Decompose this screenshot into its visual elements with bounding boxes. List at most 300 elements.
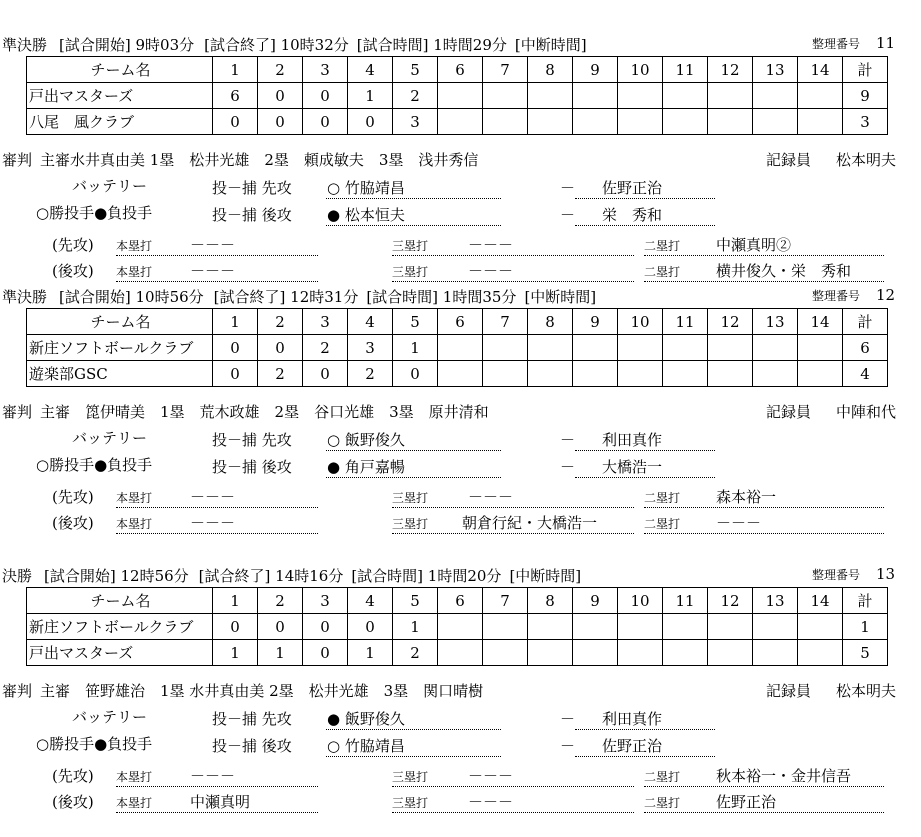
score-header-row bbox=[27, 57, 888, 83]
senkou-pitcher: ○ 飯野俊久 bbox=[327, 431, 405, 449]
team-name: 八尾 風クラブ bbox=[27, 109, 213, 135]
inning-score: 1 bbox=[348, 640, 393, 666]
inning-header: 9 bbox=[573, 309, 618, 335]
inning-header: 13 bbox=[753, 588, 798, 614]
seiri-number bbox=[812, 34, 895, 52]
entry-underline bbox=[326, 477, 501, 478]
triple-label: 三塁打 bbox=[392, 491, 429, 505]
entry-underline bbox=[644, 786, 884, 787]
team-row bbox=[27, 640, 888, 666]
team-name: 遊楽部GSC bbox=[27, 361, 213, 387]
inning-header: 12 bbox=[708, 57, 753, 83]
score-table bbox=[26, 308, 888, 387]
koukou-catcher: 大橋浩一 bbox=[602, 458, 663, 476]
inning-score bbox=[753, 83, 798, 109]
header-duration: [試合時間] 1時間35分 bbox=[366, 288, 517, 306]
team-total: 6 bbox=[843, 335, 888, 361]
inning-score bbox=[798, 361, 843, 387]
seiri-label: 整理番号 bbox=[812, 37, 861, 51]
inning-score bbox=[483, 83, 528, 109]
inning-score bbox=[483, 361, 528, 387]
inning-score: 0 bbox=[258, 614, 303, 640]
senkou-label: (先攻) bbox=[52, 767, 94, 785]
score-table bbox=[26, 56, 888, 135]
header-duration: [試合時間] 1時間29分 bbox=[356, 36, 507, 54]
senkou-catcher: 利田真作 bbox=[602, 431, 663, 449]
inning-score bbox=[438, 335, 483, 361]
entry-underline bbox=[392, 255, 634, 256]
seiri-number bbox=[812, 286, 895, 304]
inning-header: 11 bbox=[663, 309, 708, 335]
inning-score bbox=[483, 614, 528, 640]
inning-header: 2 bbox=[258, 588, 303, 614]
koukou-doubles: －－－ bbox=[716, 514, 762, 532]
team-total: 9 bbox=[843, 83, 888, 109]
inning-score: 0 bbox=[348, 109, 393, 135]
senkou-doubles: 中瀬真明② bbox=[716, 236, 792, 254]
home-run-label: 本塁打 bbox=[116, 796, 153, 810]
battery-label: バッテリー bbox=[72, 429, 148, 447]
game-header bbox=[2, 34, 587, 55]
entry-underline bbox=[575, 477, 715, 478]
team-name: 新庄ソフトボールクラブ bbox=[27, 614, 213, 640]
header-interrupt: [中断時間] bbox=[509, 567, 582, 585]
inning-score bbox=[663, 361, 708, 387]
inning-score: 0 bbox=[303, 83, 348, 109]
total-header: 計 bbox=[843, 309, 888, 335]
inning-score bbox=[753, 640, 798, 666]
entry-underline bbox=[575, 198, 715, 199]
team-total: 3 bbox=[843, 109, 888, 135]
seiri-label: 整理番号 bbox=[812, 568, 861, 582]
inning-score: 0 bbox=[303, 361, 348, 387]
inning-score: 0 bbox=[348, 614, 393, 640]
entry-underline bbox=[326, 756, 501, 757]
team-total: 4 bbox=[843, 361, 888, 387]
senkou-label: (先攻) bbox=[52, 488, 94, 506]
koukou-home-runs: －－－ bbox=[190, 514, 236, 532]
inning-score: 0 bbox=[258, 83, 303, 109]
battery-dash: － bbox=[560, 431, 576, 449]
inning-score bbox=[708, 335, 753, 361]
senkou-battery-label: 投－捕 先攻 bbox=[212, 431, 292, 449]
inning-header: 14 bbox=[798, 588, 843, 614]
inning-header: 10 bbox=[618, 588, 663, 614]
entry-underline bbox=[644, 255, 884, 256]
seiri-number bbox=[812, 565, 895, 583]
senkou-triples: －－－ bbox=[468, 767, 514, 785]
inning-score: 0 bbox=[213, 361, 258, 387]
senkou-catcher: 佐野正治 bbox=[602, 179, 663, 197]
entry-underline bbox=[326, 198, 501, 199]
recorder-name: 中陣和代 bbox=[836, 403, 897, 421]
entry-underline bbox=[116, 507, 318, 508]
inning-score bbox=[438, 640, 483, 666]
inning-header: 4 bbox=[348, 588, 393, 614]
game-header bbox=[2, 286, 596, 307]
inning-header: 8 bbox=[528, 588, 573, 614]
inning-header: 3 bbox=[303, 57, 348, 83]
inning-header: 3 bbox=[303, 588, 348, 614]
senkou-home-runs: －－－ bbox=[190, 236, 236, 254]
game-number: 12 bbox=[876, 286, 896, 304]
umpire-names: 主審 箆伊晴美 1塁 荒木政雄 2塁 谷口光雄 3塁 原井清和 bbox=[40, 403, 489, 421]
entry-underline bbox=[644, 507, 884, 508]
inning-score: 6 bbox=[213, 83, 258, 109]
header-duration: [試合時間] 1時間20分 bbox=[351, 567, 502, 585]
win-lose-label: ○勝投手●負投手 bbox=[36, 735, 153, 753]
inning-score: 1 bbox=[348, 83, 393, 109]
team-name: 戸出マスターズ bbox=[27, 83, 213, 109]
entry-underline bbox=[644, 281, 884, 282]
header-end: [試合終了] 12時31分 bbox=[213, 288, 359, 306]
senkou-label: (先攻) bbox=[52, 236, 94, 254]
double-label: 二塁打 bbox=[644, 491, 681, 505]
koukou-label: (後攻) bbox=[52, 793, 94, 811]
inning-score: 3 bbox=[393, 109, 438, 135]
battery-dash: － bbox=[560, 710, 576, 728]
umpire-label: 審判 bbox=[2, 682, 33, 700]
entry-underline bbox=[575, 756, 715, 757]
entry-underline bbox=[116, 812, 318, 813]
team-name: 新庄ソフトボールクラブ bbox=[27, 335, 213, 361]
inning-header: 6 bbox=[438, 588, 483, 614]
win-lose-label: ○勝投手●負投手 bbox=[36, 204, 153, 222]
koukou-home-runs: 中瀬真明 bbox=[190, 793, 251, 811]
home-run-label: 本塁打 bbox=[116, 491, 153, 505]
entry-underline bbox=[392, 812, 634, 813]
umpire-label: 審判 bbox=[2, 403, 33, 421]
triple-label: 三塁打 bbox=[392, 796, 429, 810]
entry-underline bbox=[326, 450, 501, 451]
recorder-label: 記録員 bbox=[766, 151, 812, 169]
double-label: 二塁打 bbox=[644, 770, 681, 784]
inning-score: 2 bbox=[393, 83, 438, 109]
inning-score: 3 bbox=[348, 335, 393, 361]
inning-score: 0 bbox=[303, 109, 348, 135]
double-label: 二塁打 bbox=[644, 517, 681, 531]
senkou-triples: －－－ bbox=[468, 488, 514, 506]
battery-label: バッテリー bbox=[72, 177, 148, 195]
inning-score: 2 bbox=[393, 640, 438, 666]
team-name-header: チーム名 bbox=[27, 588, 213, 614]
koukou-catcher: 栄 秀和 bbox=[602, 206, 663, 224]
inning-score: 1 bbox=[393, 335, 438, 361]
recorder-label: 記録員 bbox=[766, 403, 812, 421]
inning-header: 5 bbox=[393, 57, 438, 83]
total-header: 計 bbox=[843, 57, 888, 83]
battery-dash: － bbox=[560, 179, 576, 197]
koukou-catcher: 佐野正治 bbox=[602, 737, 663, 755]
koukou-label: (後攻) bbox=[52, 262, 94, 280]
inning-score: 1 bbox=[213, 640, 258, 666]
home-run-label: 本塁打 bbox=[116, 265, 153, 279]
home-run-label: 本塁打 bbox=[116, 770, 153, 784]
inning-header: 11 bbox=[663, 588, 708, 614]
koukou-battery-label: 投－捕 後攻 bbox=[212, 458, 292, 476]
inning-score bbox=[573, 109, 618, 135]
inning-score: 1 bbox=[258, 640, 303, 666]
home-run-label: 本塁打 bbox=[116, 239, 153, 253]
inning-score bbox=[618, 361, 663, 387]
team-row bbox=[27, 83, 888, 109]
entry-underline bbox=[392, 786, 634, 787]
inning-score bbox=[753, 335, 798, 361]
senkou-battery-label: 投－捕 先攻 bbox=[212, 179, 292, 197]
header-end: [試合終了] 10時32分 bbox=[204, 36, 349, 54]
inning-score bbox=[618, 335, 663, 361]
game-header bbox=[2, 565, 581, 586]
inning-score bbox=[708, 83, 753, 109]
inning-header: 10 bbox=[618, 57, 663, 83]
double-label: 二塁打 bbox=[644, 239, 681, 253]
inning-header: 2 bbox=[258, 309, 303, 335]
inning-score bbox=[618, 83, 663, 109]
entry-underline bbox=[575, 225, 715, 226]
inning-header: 5 bbox=[393, 309, 438, 335]
umpire-names: 主審水井真由美 1塁 松井光雄 2塁 頼成敏夫 3塁 浅井秀信 bbox=[40, 151, 479, 169]
team-name-header: チーム名 bbox=[27, 57, 213, 83]
koukou-battery-label: 投－捕 後攻 bbox=[212, 206, 292, 224]
inning-score bbox=[708, 640, 753, 666]
senkou-triples: －－－ bbox=[468, 236, 514, 254]
inning-score bbox=[573, 83, 618, 109]
entry-underline bbox=[644, 533, 884, 534]
inning-score bbox=[798, 640, 843, 666]
inning-score bbox=[573, 614, 618, 640]
inning-score bbox=[528, 614, 573, 640]
inning-header: 3 bbox=[303, 309, 348, 335]
header-end: [試合終了] 14時16分 bbox=[198, 567, 344, 585]
inning-score bbox=[753, 614, 798, 640]
game-number: 13 bbox=[876, 565, 896, 583]
koukou-pitcher: ● 松本恒夫 bbox=[327, 206, 405, 224]
inning-score bbox=[528, 361, 573, 387]
inning-score bbox=[798, 109, 843, 135]
entry-underline bbox=[392, 533, 634, 534]
umpire-names: 主審 笹野雄治 1塁 水井真由美 2塁 松井光雄 3塁 関口晴樹 bbox=[40, 682, 484, 700]
inning-score bbox=[573, 640, 618, 666]
senkou-pitcher: ○ 竹脇靖昌 bbox=[327, 179, 405, 197]
recorder-name: 松本明夫 bbox=[836, 682, 897, 700]
inning-header: 1 bbox=[213, 57, 258, 83]
inning-header: 10 bbox=[618, 309, 663, 335]
inning-score bbox=[663, 614, 708, 640]
total-header: 計 bbox=[843, 588, 888, 614]
senkou-home-runs: －－－ bbox=[190, 488, 236, 506]
double-label: 二塁打 bbox=[644, 265, 681, 279]
inning-header: 14 bbox=[798, 309, 843, 335]
team-total: 1 bbox=[843, 614, 888, 640]
inning-score bbox=[438, 614, 483, 640]
koukou-pitcher: ○ 竹脇靖昌 bbox=[327, 737, 405, 755]
inning-header: 14 bbox=[798, 57, 843, 83]
inning-header: 8 bbox=[528, 57, 573, 83]
double-label: 二塁打 bbox=[644, 796, 681, 810]
umpire-label: 審判 bbox=[2, 151, 33, 169]
inning-score bbox=[708, 614, 753, 640]
team-name: 戸出マスターズ bbox=[27, 640, 213, 666]
entry-underline bbox=[326, 225, 501, 226]
triple-label: 三塁打 bbox=[392, 265, 429, 279]
inning-score: 1 bbox=[393, 614, 438, 640]
inning-score bbox=[483, 640, 528, 666]
inning-score bbox=[618, 614, 663, 640]
inning-score bbox=[528, 83, 573, 109]
team-row bbox=[27, 361, 888, 387]
koukou-pitcher: ● 角戸嘉暢 bbox=[327, 458, 405, 476]
koukou-doubles: 横井俊久・栄 秀和 bbox=[716, 262, 852, 280]
seiri-label: 整理番号 bbox=[812, 289, 861, 303]
inning-score: 2 bbox=[258, 361, 303, 387]
inning-score bbox=[528, 640, 573, 666]
inning-header: 8 bbox=[528, 309, 573, 335]
entry-underline bbox=[116, 786, 318, 787]
inning-score: 0 bbox=[258, 335, 303, 361]
team-row bbox=[27, 109, 888, 135]
inning-score bbox=[618, 109, 663, 135]
koukou-home-runs: －－－ bbox=[190, 262, 236, 280]
inning-score bbox=[573, 361, 618, 387]
koukou-triples: －－－ bbox=[468, 262, 514, 280]
inning-score bbox=[528, 335, 573, 361]
entry-underline bbox=[575, 729, 715, 730]
header-start: [試合開始] 12時56分 bbox=[44, 567, 189, 585]
inning-header: 12 bbox=[708, 588, 753, 614]
inning-header: 6 bbox=[438, 309, 483, 335]
inning-score bbox=[798, 83, 843, 109]
senkou-catcher: 利田真作 bbox=[602, 710, 663, 728]
inning-score bbox=[663, 640, 708, 666]
senkou-pitcher: ● 飯野俊久 bbox=[327, 710, 405, 728]
inning-score bbox=[753, 109, 798, 135]
inning-score bbox=[798, 614, 843, 640]
inning-score bbox=[438, 109, 483, 135]
inning-header: 9 bbox=[573, 588, 618, 614]
inning-header: 6 bbox=[438, 57, 483, 83]
win-lose-label: ○勝投手●負投手 bbox=[36, 456, 153, 474]
inning-score: 2 bbox=[303, 335, 348, 361]
inning-header: 9 bbox=[573, 57, 618, 83]
inning-score: 0 bbox=[393, 361, 438, 387]
battery-dash: － bbox=[560, 206, 576, 224]
header-round: 決勝 bbox=[2, 567, 33, 585]
triple-label: 三塁打 bbox=[392, 239, 429, 253]
header-start: [試合開始] 9時03分 bbox=[59, 36, 195, 54]
inning-score bbox=[438, 83, 483, 109]
entry-underline bbox=[116, 281, 318, 282]
koukou-triples: －－－ bbox=[468, 793, 514, 811]
senkou-home-runs: －－－ bbox=[190, 767, 236, 785]
entry-underline bbox=[116, 533, 318, 534]
inning-header: 4 bbox=[348, 309, 393, 335]
inning-score bbox=[663, 109, 708, 135]
team-name-header: チーム名 bbox=[27, 309, 213, 335]
inning-score bbox=[528, 109, 573, 135]
entry-underline bbox=[644, 812, 884, 813]
battery-dash: － bbox=[560, 737, 576, 755]
team-row bbox=[27, 614, 888, 640]
entry-underline bbox=[575, 450, 715, 451]
inning-score bbox=[438, 361, 483, 387]
inning-score bbox=[708, 361, 753, 387]
triple-label: 三塁打 bbox=[392, 770, 429, 784]
header-round: 準決勝 bbox=[2, 288, 48, 306]
header-interrupt: [中断時間] bbox=[524, 288, 597, 306]
entry-underline bbox=[392, 281, 634, 282]
inning-score: 0 bbox=[213, 335, 258, 361]
inning-score bbox=[798, 335, 843, 361]
game-number: 11 bbox=[876, 34, 896, 52]
inning-score bbox=[573, 335, 618, 361]
inning-header: 1 bbox=[213, 309, 258, 335]
inning-header: 1 bbox=[213, 588, 258, 614]
team-row bbox=[27, 335, 888, 361]
entry-underline bbox=[326, 729, 501, 730]
inning-score: 0 bbox=[213, 614, 258, 640]
senkou-battery-label: 投－捕 先攻 bbox=[212, 710, 292, 728]
inning-score: 0 bbox=[303, 640, 348, 666]
senkou-doubles: 秋本裕一・金井信吾 bbox=[716, 767, 852, 785]
inning-score: 0 bbox=[303, 614, 348, 640]
team-total: 5 bbox=[843, 640, 888, 666]
game-block bbox=[0, 286, 921, 536]
inning-score bbox=[618, 640, 663, 666]
inning-score bbox=[708, 109, 753, 135]
header-start: [試合開始] 10時56分 bbox=[59, 288, 204, 306]
inning-header: 2 bbox=[258, 57, 303, 83]
inning-header: 12 bbox=[708, 309, 753, 335]
inning-header: 7 bbox=[483, 57, 528, 83]
score-table bbox=[26, 587, 888, 666]
entry-underline bbox=[392, 507, 634, 508]
inning-score bbox=[753, 361, 798, 387]
inning-score bbox=[663, 83, 708, 109]
koukou-battery-label: 投－捕 後攻 bbox=[212, 737, 292, 755]
game-block bbox=[0, 34, 921, 284]
inning-score: 0 bbox=[258, 109, 303, 135]
inning-header: 4 bbox=[348, 57, 393, 83]
senkou-doubles: 森本裕一 bbox=[716, 488, 777, 506]
koukou-doubles: 佐野正治 bbox=[716, 793, 777, 811]
inning-header: 13 bbox=[753, 57, 798, 83]
header-interrupt: [中断時間] bbox=[514, 36, 587, 54]
inning-score bbox=[483, 335, 528, 361]
inning-header: 7 bbox=[483, 588, 528, 614]
triple-label: 三塁打 bbox=[392, 517, 429, 531]
inning-header: 5 bbox=[393, 588, 438, 614]
recorder-name: 松本明夫 bbox=[836, 151, 897, 169]
koukou-label: (後攻) bbox=[52, 514, 94, 532]
battery-dash: － bbox=[560, 458, 576, 476]
inning-header: 13 bbox=[753, 309, 798, 335]
inning-score bbox=[483, 109, 528, 135]
game-block bbox=[0, 565, 921, 815]
inning-score: 0 bbox=[213, 109, 258, 135]
home-run-label: 本塁打 bbox=[116, 517, 153, 531]
header-round: 準決勝 bbox=[2, 36, 48, 54]
score-header-row bbox=[27, 309, 888, 335]
score-header-row bbox=[27, 588, 888, 614]
entry-underline bbox=[116, 255, 318, 256]
inning-score bbox=[663, 335, 708, 361]
inning-header: 11 bbox=[663, 57, 708, 83]
inning-header: 7 bbox=[483, 309, 528, 335]
battery-label: バッテリー bbox=[72, 708, 148, 726]
koukou-triples: 朝倉行紀・大橋浩一 bbox=[462, 514, 598, 532]
inning-score: 2 bbox=[348, 361, 393, 387]
recorder-label: 記録員 bbox=[766, 682, 812, 700]
